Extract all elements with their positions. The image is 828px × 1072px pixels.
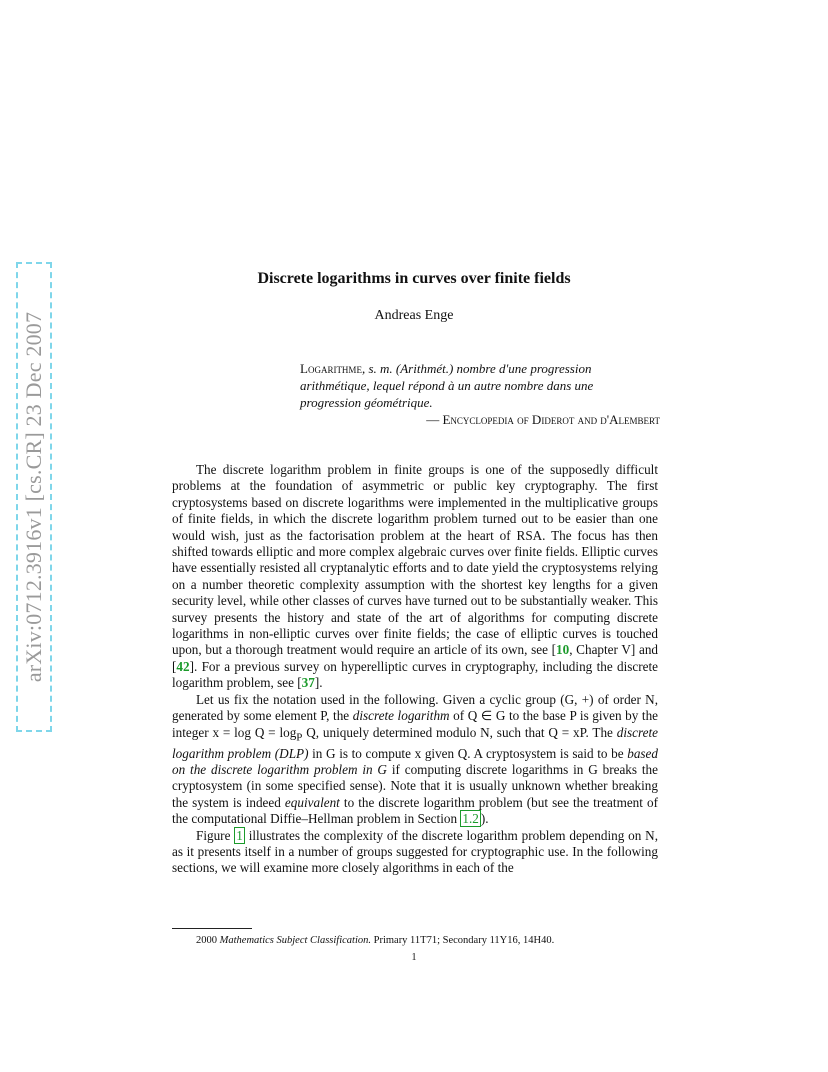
epigraph-line-1-rest: , s. m. (Arithmét.) nombre d'une progression (361, 361, 592, 376)
body-text (172, 462, 658, 877)
paper-author: Andreas Enge (374, 308, 454, 323)
footnote-label: Mathematics Subject Classification. (219, 935, 371, 946)
footnote-rule (172, 928, 252, 929)
paragraph-2 (172, 692, 658, 828)
p1-text-d: ]. (314, 675, 323, 691)
term-equivalent: equivalent (284, 794, 340, 810)
paper-title: Discrete logarithms in curves over finite fields (257, 270, 571, 287)
figure-link-1[interactable]: 1 (236, 827, 243, 843)
footnote-rest: Primary 11T71; Secondary 11Y16, 14H40. (370, 935, 555, 946)
term-dlp: discrete logarithm problem (DLP) (172, 724, 658, 761)
citation-37[interactable]: 37 (301, 675, 315, 691)
term-discrete-logarithm: discrete logarithm (352, 708, 450, 724)
arxiv-identifier: arXiv:0712.3916v1 [cs.CR] 23 Dec 2007 (21, 311, 46, 683)
footnote-year: 2000 (196, 935, 220, 946)
epigraph-line-2: arithmétique, lequel répond à un autre nombre dans une (300, 378, 594, 393)
epigraph (300, 360, 660, 428)
p2-text-c: Q, uniquely determined modulo N, such that Q = xP. The (302, 724, 617, 740)
paragraph-1 (172, 462, 658, 692)
p3-text-a: Figure (196, 827, 235, 843)
section-link-1-2[interactable]: 1.2 (462, 811, 479, 827)
epigraph-source: — Encyclopedia of Diderot and d'Alembert (426, 412, 660, 427)
paragraph-3 (172, 828, 658, 877)
citation-10[interactable]: 10 (556, 642, 570, 658)
epigraph-headword: Logarithme (300, 361, 362, 376)
term-based-on-dlp: based on the discrete logarithm problem in G (172, 745, 659, 777)
p2-text-a: Let us fix the notation used in the following. Given a cyclic group (G, +) of order N, generated by some element P, the (172, 691, 658, 724)
p2-text-f: to the discrete logarithm problem (but see the treatment of the computational Diffie–Hellman problem in Section (172, 794, 658, 827)
p3-text-b: illustrates the complexity of the discrete logarithm problem depending on N, as it presents itself in a number of groups suggested for cryptographic use. In the following sections, we will examine more closely algorithms in each of the (172, 827, 658, 876)
citation-42[interactable]: 42 (176, 658, 190, 674)
p1-text-b: , Chapter V] and [ (172, 642, 659, 674)
log-subscript: P (296, 731, 303, 744)
arxiv-stamp (16, 262, 52, 732)
epigraph-line-3: progression géométrique. (300, 395, 433, 410)
epigraph-line-1 (300, 360, 660, 377)
p1-text-c: ]. For a previous survey on hyperelliptic curves in cryptography, including the discrete logarithm problem, see [ (172, 658, 658, 691)
p2-text-d: in G is to compute x given Q. A cryptosystem is said to be (308, 745, 628, 761)
p1-text-a: The discrete logarithm problem in finite groups is one of the supposedly difficult problems at the foundation of asymmetric or public key cryptography. The first cryptosystems based on discrete logarithms were implemented in the multiplicative groups of finite fields, in which the discrete logarithm problem turned out to be easier than one would wish, just as the factorisation problem at the heart of RSA. The focus has then shifted towards elliptic and more complex algebraic curves over finite fields. Elliptic curves have essentially resisted all cryptanalytic efforts and to date yield the cryptosystems relying on a number theoretic complexity assumption with the shortest key lengths for a given security level, while other classes of curves have turned out to be substantially weaker. This survey presents the history and state of the art of algorithms for computing discrete logarithms in non-elliptic curves over finite fields; the case of elliptic curves is touched upon, but a thorough treatment would require an article of its own, see [ (172, 462, 658, 658)
p2-text-e: if computing discrete logarithms in G breaks the cryptosystem (in some specified sense). Note that it is usually unknown whether breaking the system is indeed (172, 761, 659, 810)
p2-text-b: of Q ∈ G to the base P is given by the integer x = log Q = log (172, 708, 659, 740)
page-number: 1 (411, 952, 417, 963)
p2-text-g: ). (480, 811, 489, 827)
footnote (196, 935, 666, 946)
